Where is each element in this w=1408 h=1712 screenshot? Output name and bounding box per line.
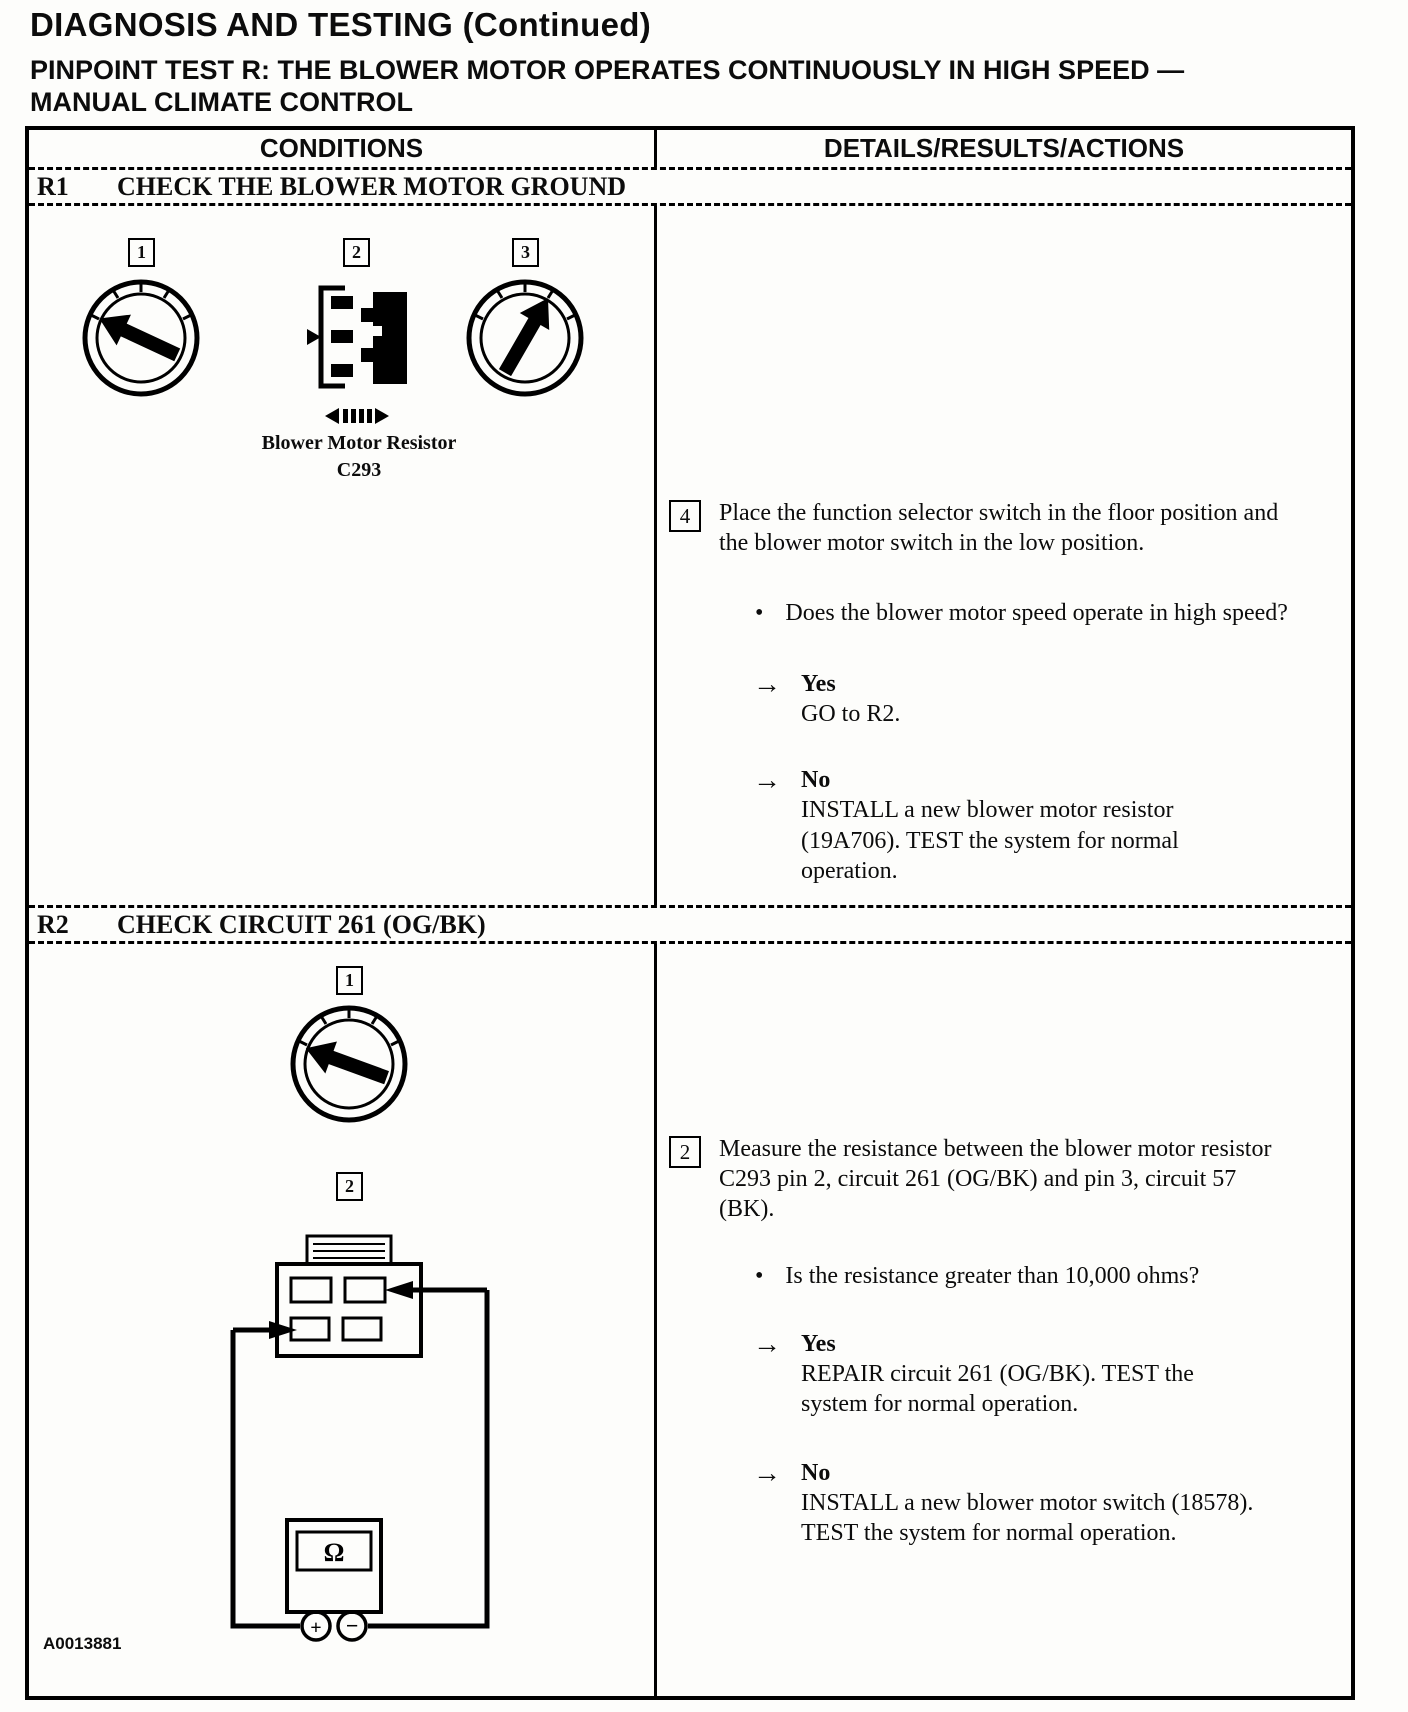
callout-box-3: 3 [512,238,539,267]
figure-caption-line1: Blower Motor Resistor [261,432,457,454]
header-details: DETAILS/RESULTS/ACTIONS [823,133,1185,163]
callout-box-1: 1 [128,238,155,267]
r2-step-number-box: 2 [669,1136,701,1168]
result-arrow-icon: → [753,1457,781,1489]
r1-result-yes-action: GO to R2. [801,700,901,727]
r1-details-cell [657,206,1351,905]
pinpoint-test-heading-line2: MANUAL CLIMATE CONTROL [30,87,413,118]
r2-conditions-cell [29,944,657,1696]
r2-result-yes-action: REPAIR circuit 261 (OG/BK). TEST the system for normal operation. [801,1361,1194,1418]
r2-result-no-label: No [801,1459,831,1486]
rotary-switch-dial-icon [285,1000,413,1128]
pinpoint-test-table [25,126,1355,1700]
r2-result-no-body [801,1458,1263,1549]
r2-step-text: Measure the resistance between the blower motor resistor C293 pin 2, circuit 261 (OG/BK) and pin 3, circuit 57 (BK). [719,1136,1272,1223]
r2-step-block [657,1134,1351,1548]
blower-motor-resistor-icon [281,268,431,428]
r1-result-yes [753,669,1351,729]
resistor-connector-ohmmeter-figure [29,1206,657,1676]
r2-id: R2 [37,909,69,939]
r1-result-no [753,765,1351,886]
r2-result-yes [753,1329,1351,1420]
r2-body-row [29,944,1351,1696]
table-header-row [29,130,1351,170]
r1-step-text: Place the function selector switch in the floor position and the blower motor switch in the low position. [719,500,1279,557]
r1-result-no-label: No [801,767,831,794]
callout-box-2: 2 [336,1172,363,1201]
r1-step-block [657,498,1351,886]
r2-result-yes-label: Yes [801,1330,836,1357]
ohm-symbol: Ω [323,1538,345,1567]
r1-conditions-cell [29,206,657,905]
plus-sign: + [310,1617,322,1639]
result-arrow-icon: → [753,1328,781,1360]
r2-title-row [29,908,1351,944]
pinpoint-test-heading [30,54,1184,119]
meter-lead-left [233,1330,300,1626]
r1-title: CHECK THE BLOWER MOTOR GROUND [117,171,626,201]
figure-caption [179,430,539,484]
r1-title-row [29,170,1351,206]
bullet-icon: • [755,1262,764,1289]
r2-question-text: Is the resistance greater than 10,000 ohms? [785,1262,1200,1289]
r1-result-yes-body [801,669,1263,729]
r1-step [669,498,1351,558]
r2-details-cell [657,944,1351,1696]
result-arrow-icon: → [753,668,781,700]
r1-result-no-body [801,765,1263,886]
callout-box-1: 1 [336,966,363,995]
callout-box-2: 2 [343,238,370,267]
r1-question [755,598,1351,628]
meter-lead-right [368,1290,487,1626]
r2-result-yes-body [801,1329,1263,1420]
r1-body-row [29,206,1351,908]
figure-id: A0013881 [43,1634,122,1653]
r1-id: R1 [37,171,69,201]
r1-question-text: Does the blower motor speed operate in high speed? [785,600,1288,627]
pinpoint-test-heading-line1: PINPOINT TEST R: THE BLOWER MOTOR OPERATES CONTINUOUSLY IN HIGH SPEED — [30,55,1185,85]
bullet-icon: • [755,600,764,627]
rotary-switch-dial-left-icon [77,274,205,402]
probe-arrow-right-icon [385,1281,413,1299]
figure-caption-line2: C293 [336,459,382,481]
result-arrow-icon: → [753,765,781,797]
r1-result-yes-label: Yes [801,670,836,697]
probe-arrow-left-icon [269,1321,297,1339]
r1-step-number-box: 4 [669,500,701,532]
r2-title: CHECK CIRCUIT 261 (OG/BK) [117,909,486,939]
r1-result-no-action: INSTALL a new blower motor resistor (19A706). TEST the system for normal operation. [801,797,1179,884]
header-conditions: CONDITIONS [29,130,657,167]
r2-question [755,1261,1351,1291]
r2-result-no [753,1458,1351,1549]
page-title: DIAGNOSIS AND TESTING (Continued) [30,6,651,43]
minus-sign: − [345,1613,359,1638]
r2-result-no-action: INSTALL a new blower motor switch (18578). TEST the system for normal operation. [801,1489,1254,1547]
rotary-switch-dial-right-icon [461,274,589,402]
resistor-travel-arrow [325,408,389,424]
r2-step [669,1134,1351,1225]
